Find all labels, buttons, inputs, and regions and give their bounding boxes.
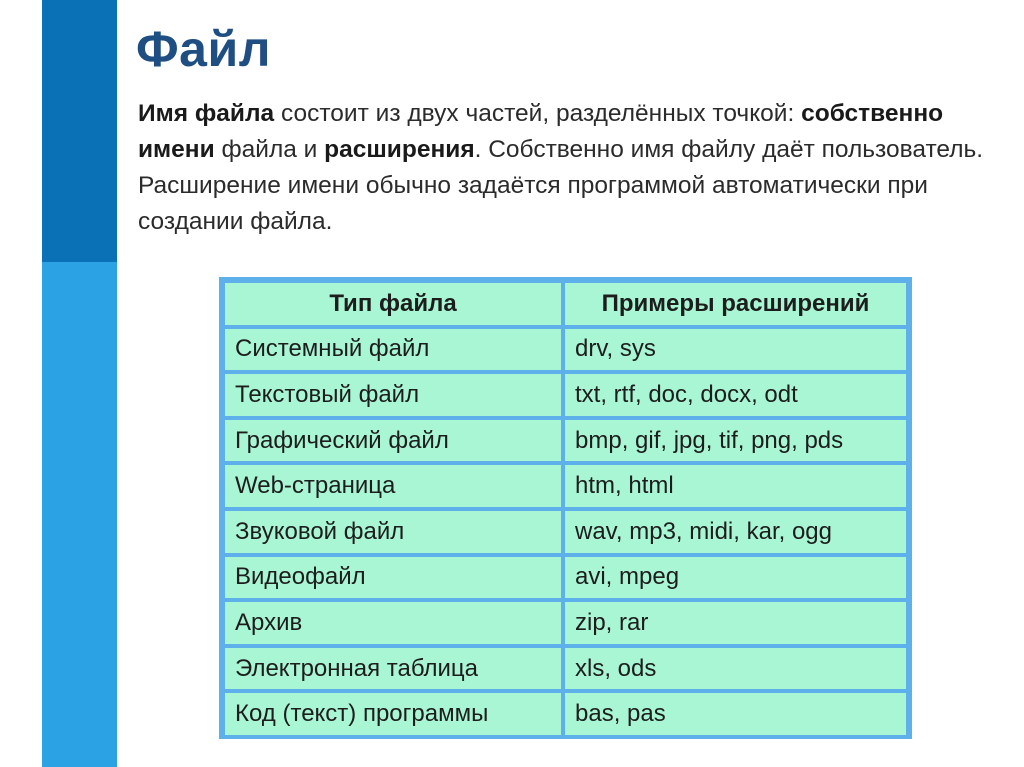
intro-text-3: . Собственно имя файлу даёт пользователь. Расширение имени обычно задаётся программой автоматически при создании файла. xyxy=(138,136,984,235)
cell-file-type: Код (текст) программы xyxy=(223,691,563,737)
term-proper-name: собственно имени xyxy=(138,100,944,163)
header-file-type: Тип файла xyxy=(223,281,563,327)
table-header-row xyxy=(223,281,908,327)
cell-extensions: xls, ods xyxy=(563,646,908,692)
cell-file-type: Электронная таблица xyxy=(223,646,563,692)
cell-file-type: Архив xyxy=(223,600,563,646)
cell-extensions: zip, rar xyxy=(563,600,908,646)
extensions-table xyxy=(223,281,908,737)
table-row xyxy=(223,509,908,555)
sidebar-accent-light xyxy=(42,262,117,767)
sidebar-accent-dark xyxy=(42,0,117,262)
table-row xyxy=(223,327,908,373)
intro-paragraph xyxy=(138,96,998,240)
cell-extensions: wav, mp3, midi, kar, ogg xyxy=(563,509,908,555)
extensions-table-frame xyxy=(219,277,912,739)
table-row xyxy=(223,418,908,464)
cell-extensions: drv, sys xyxy=(563,327,908,373)
table-row xyxy=(223,646,908,692)
table-row xyxy=(223,463,908,509)
table-row xyxy=(223,691,908,737)
header-extension-examples: Примеры расширений xyxy=(563,281,908,327)
term-file-name: Имя файла xyxy=(138,100,275,127)
table-row xyxy=(223,372,908,418)
slide-title: Файл xyxy=(136,21,271,77)
cell-extensions: bas, pas xyxy=(563,691,908,737)
cell-file-type: Звуковой файл xyxy=(223,509,563,555)
cell-file-type: Web-страница xyxy=(223,463,563,509)
term-extension: расширения xyxy=(324,136,475,163)
table-row xyxy=(223,555,908,601)
cell-file-type: Видеофайл xyxy=(223,555,563,601)
cell-extensions: bmp, gif, jpg, tif, png, pds xyxy=(563,418,908,464)
table-row xyxy=(223,600,908,646)
intro-text-2: файла и xyxy=(214,136,325,163)
cell-extensions: avi, mpeg xyxy=(563,555,908,601)
cell-file-type: Системный файл xyxy=(223,327,563,373)
cell-extensions: htm, html xyxy=(563,463,908,509)
intro-text-1: состоит из двух частей, разделённых точкой: xyxy=(274,100,802,127)
cell-file-type: Текстовый файл xyxy=(223,372,563,418)
cell-extensions: txt, rtf, doc, docx, odt xyxy=(563,372,908,418)
cell-file-type: Графический файл xyxy=(223,418,563,464)
